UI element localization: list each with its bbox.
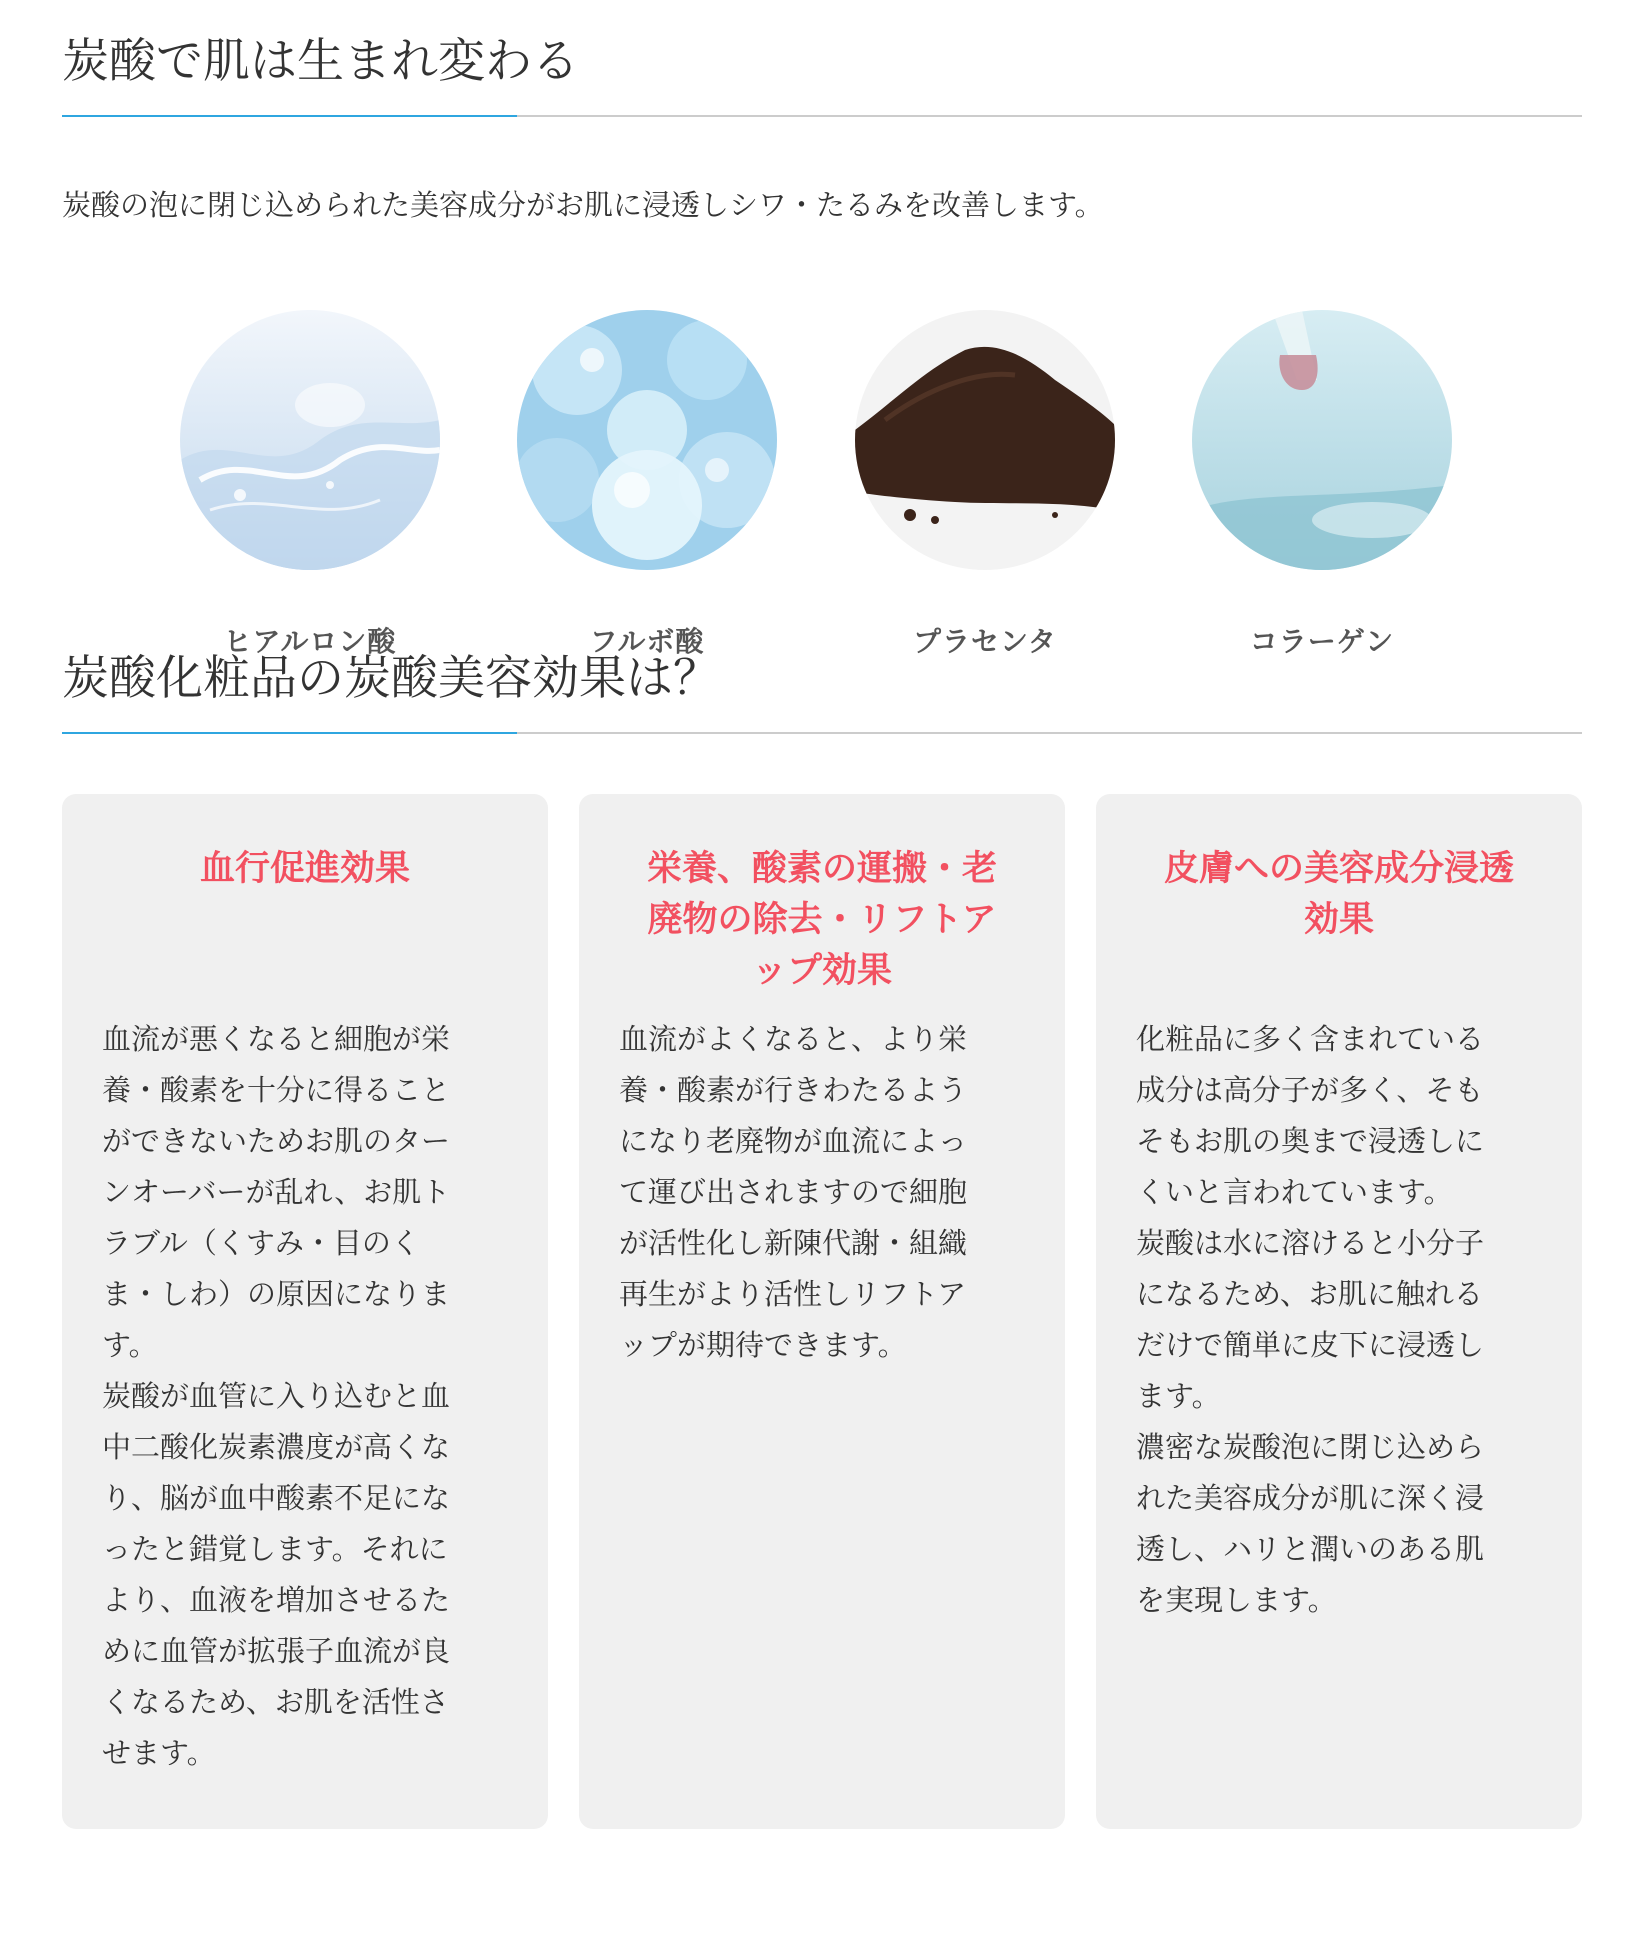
ingredient-label: フルボ酸 [589,624,705,658]
section-heading-beauty-effects: 炭酸化粧品の炭酸美容効果は？ [62,655,1582,734]
card-title: 栄養、酸素の運搬・老 廃物の除去・リフトア ップ効果 [646,848,997,991]
ingredient-label: ヒアルロン酸 [223,624,397,658]
card-body: 化粧品に多く含まれている 成分は高分子が多く、そも そもお肌の奥まで浸透しに くいと言われています。 炭酸は水に溶けると小分子 になるため、お肌に触れる だけで簡単に皮下に浸透し ます。 濃密な炭酸泡に閉じ込めら れた美容成分が肌に深く浸 透し、ハリと潤いのある肌 を実現します。 [1136,1021,1485,1617]
collagen-dropper-image [1192,310,1452,570]
ingredient-collagen [1192,310,1452,660]
intro-text: 炭酸の泡に閉じ込められた美容成分がお肌に浸透しシワ・たるみを改善します。 [62,188,1104,222]
section-heading-carbonic-skin: 炭酸で肌は生まれ変わる [62,38,1582,117]
placenta-powder-image [855,310,1115,570]
card-title: 皮膚への美容成分浸透 効果 [1163,848,1514,940]
ingredient-placenta [855,310,1115,660]
effect-cards [62,794,1582,1829]
effect-card-penetration [1096,794,1582,1829]
effect-card-blood-flow [62,794,548,1829]
ingredient-label: コラーゲン [1249,624,1395,658]
effect-card-nutrition-lift [579,794,1065,1829]
card-title: 血行促進効果 [199,848,410,889]
ingredient-hyaluronic [180,310,440,660]
hyaluronic-gel-image [180,310,440,570]
ingredient-list [62,225,1582,658]
card-body: 血流がよくなると、より栄 養・酸素が行きわたるよう になり老廃物が血流によっ て運び出されますので細胞 が活性化し新陳代謝・組織 再生がより活性しリフトア ップが期待できます。 [619,1021,968,1362]
ingredient-label: プラセンタ [913,624,1057,658]
page-container [62,0,1582,1829]
fulvic-ice-image [517,310,777,570]
ingredient-fulvic [517,310,777,660]
card-body: 血流が悪くなると細胞が栄 養・酸素を十分に得ること ができないためお肌のター ンオーバーが乱れ、お肌ト ラブル（くすみ・目のく ま・しわ）の原因になりま す。 炭酸が血管に入り込むと血 中二酸化炭素濃度が高くな り、脳が血中酸素不足にな ったと錯覚します。それに より、血液を増加させるた めに血管が拡張子血流が良 くなるため、お肌を活性さ せます。 [102,1021,451,1770]
